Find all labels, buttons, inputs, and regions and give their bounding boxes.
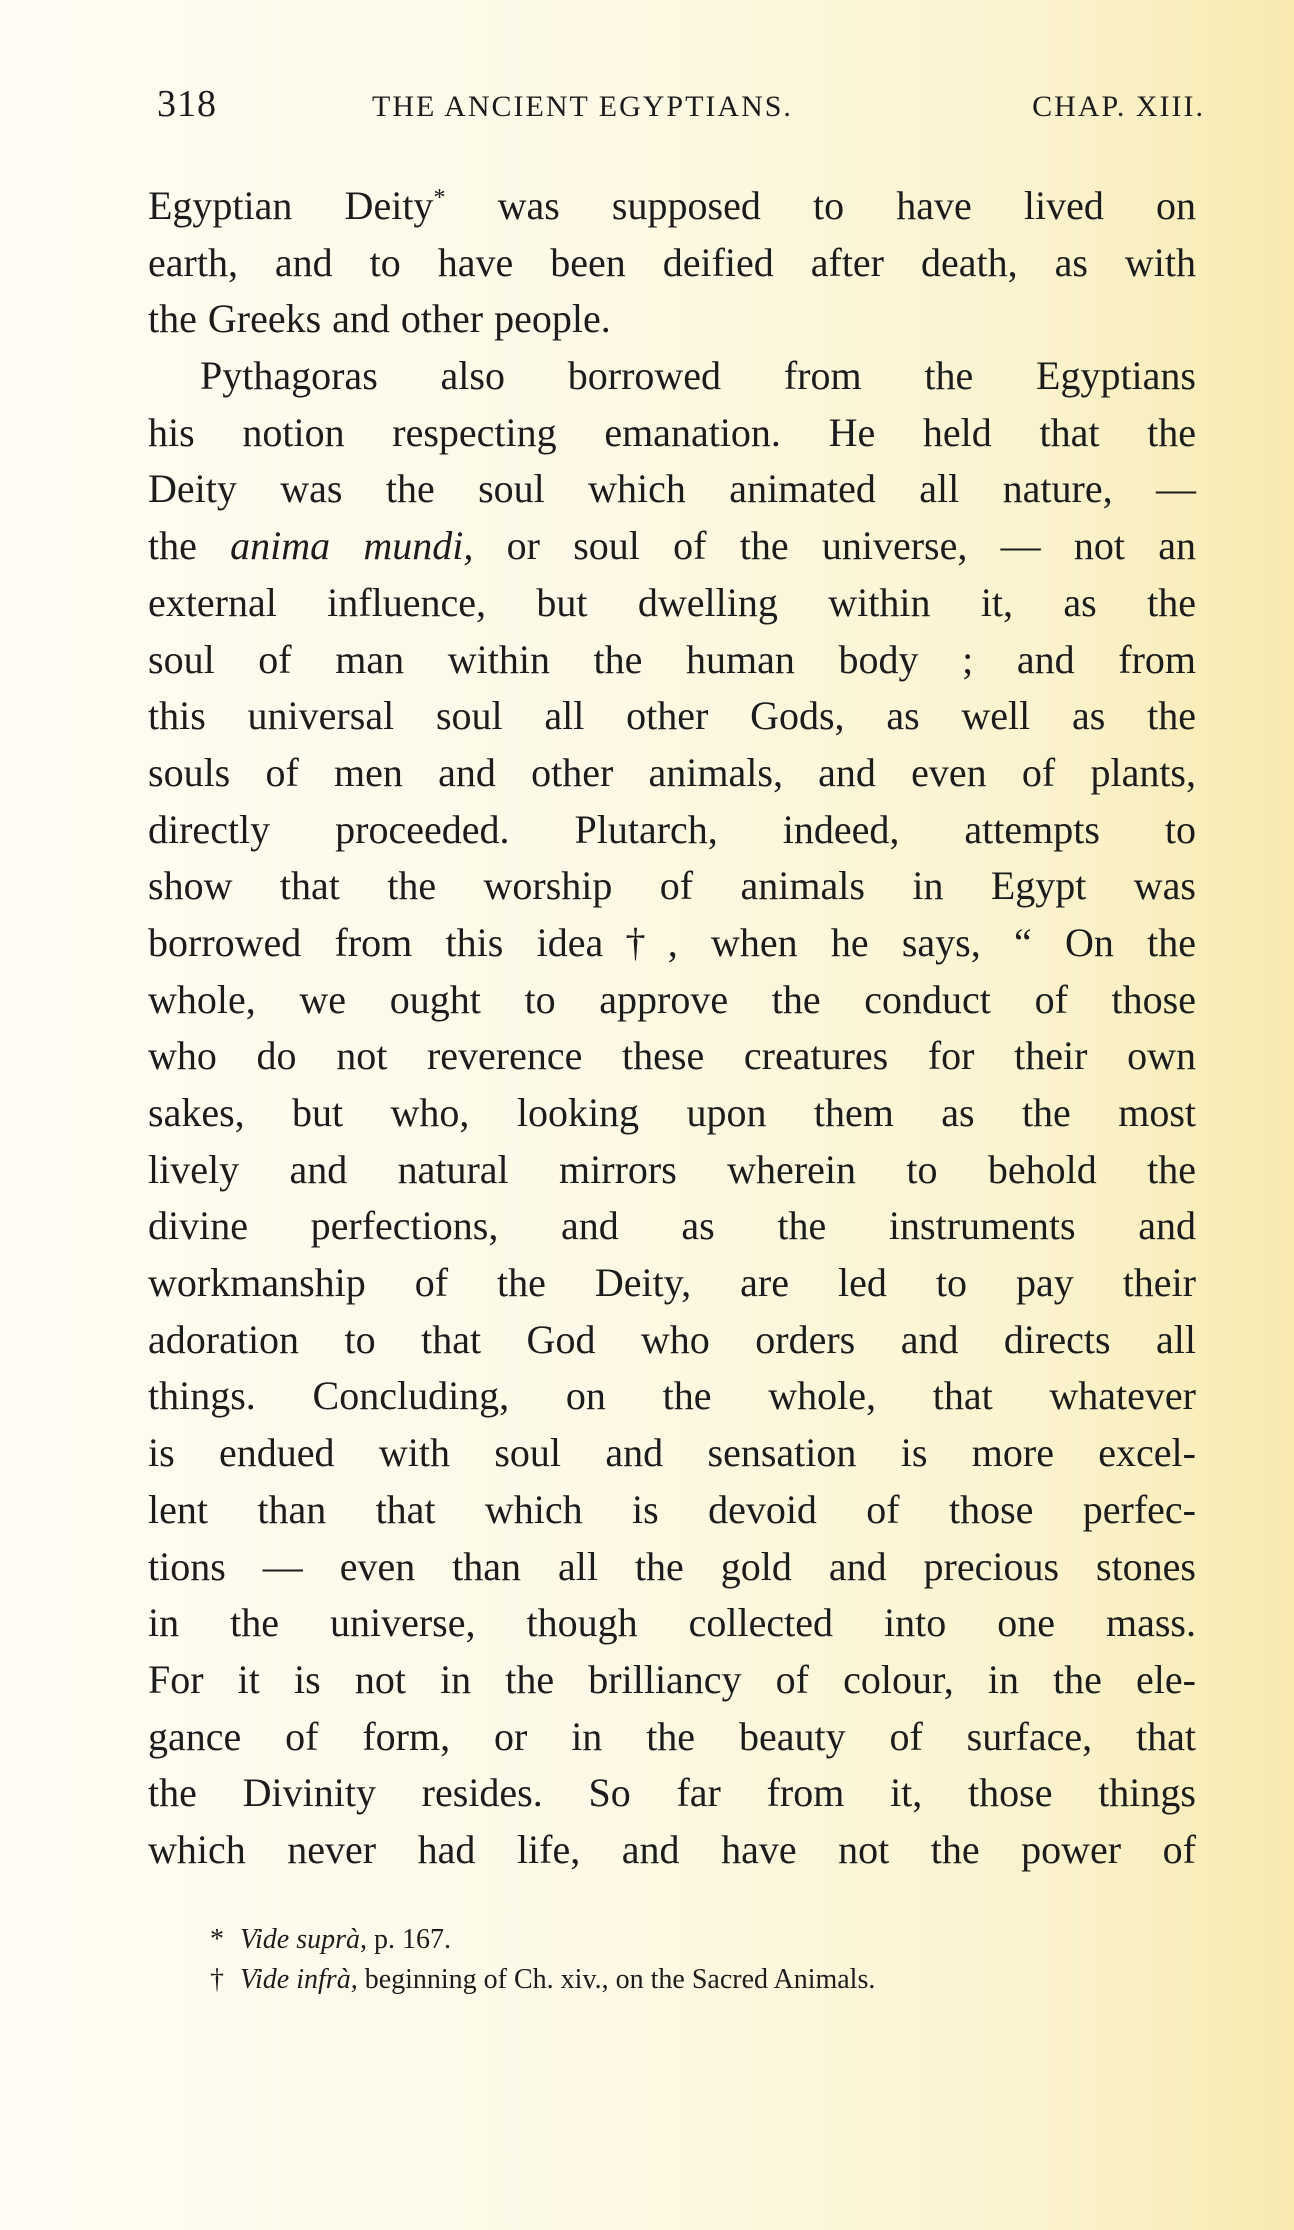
chapter-label: CHAP. XIII. xyxy=(1032,90,1205,123)
footnote-mark: * xyxy=(210,1924,224,1955)
text-line: external influence, but dwelling within it, as the xyxy=(148,579,1196,625)
text-line: the Greeks and other people. xyxy=(148,296,611,342)
text-line: For it is not in the brilliancy of colour, in the ele- xyxy=(148,1656,1196,1702)
running-title: THE ANCIENT EGYPTIANS. xyxy=(372,90,793,123)
footnote-text: p. 167. xyxy=(367,1924,452,1955)
text-line: things. Concluding, on the whole, that whatever xyxy=(148,1373,1196,1419)
text-line: souls of men and other animals, and even of plants, xyxy=(148,749,1196,795)
text-line: tions — even than all the gold and precious stones xyxy=(148,1543,1196,1589)
text-line: earth, and to have been deified after death, as with xyxy=(148,239,1196,285)
text-line: Pythagoras also borrowed from the Egyptians xyxy=(200,353,1196,399)
text-line: which never had life, and have not the power of xyxy=(148,1826,1196,1872)
footnote-mark-asterisk: * xyxy=(433,185,446,211)
text-line: sakes, but who, looking upon them as the most xyxy=(148,1090,1196,1135)
footnote-text: beginning of Ch. xiv., on the Sacred Animals. xyxy=(357,1964,876,1995)
text-line: lively and natural mirrors wherein to behold the xyxy=(148,1146,1196,1192)
text-line: this universal soul all other Gods, as well as the xyxy=(148,693,1196,739)
body-text xyxy=(148,178,1196,1879)
text-line: whole, we ought to approve the conduct of those xyxy=(148,976,1196,1022)
text-line: who do not reverence these creatures for their own xyxy=(148,1033,1196,1079)
footnote xyxy=(210,1960,1110,2000)
text-line: soul of man within the human body ; and from xyxy=(148,636,1196,682)
footnote-citation: Vide infrà, xyxy=(240,1964,358,1995)
text-line: the anima mundi, or soul of the universe, — not an xyxy=(148,523,1197,569)
italic-phrase: anima mundi, xyxy=(230,523,474,569)
text-line: divine perfections, and as the instruments and xyxy=(148,1203,1196,1249)
text-line: gance of form, or in the beauty of surface, that xyxy=(148,1713,1196,1759)
text-line: show that the worship of animals in Egypt was xyxy=(148,863,1196,909)
footnote xyxy=(210,1920,1110,1960)
text-line: his notion respecting emanation. He held that the xyxy=(148,409,1196,455)
footnote-mark: † xyxy=(210,1964,224,1995)
footnotes xyxy=(210,1920,1110,2000)
text-line: lent than that which is devoid of those perfec- xyxy=(148,1486,1196,1532)
text-line: Egyptian Deity* was supposed to have lived on xyxy=(148,183,1197,228)
text-line: workmanship of the Deity, are led to pay their xyxy=(148,1260,1196,1306)
text-line: is endued with soul and sensation is more excel- xyxy=(148,1430,1196,1476)
text-line: Deity was the soul which animated all nature, — xyxy=(148,466,1196,512)
footnote-mark-dagger: † xyxy=(603,919,668,965)
text-line: borrowed from this idea†, when he says, “ On the xyxy=(148,919,1196,965)
running-head xyxy=(157,82,1205,132)
text-line: the Divinity resides. So far from it, those things xyxy=(148,1770,1196,1816)
text-line: in the universe, though collected into one mass. xyxy=(148,1600,1196,1646)
text-line: directly proceeded. Plutarch, indeed, attempts to xyxy=(148,806,1196,852)
page-number: 318 xyxy=(157,83,217,125)
footnote-citation: Vide suprà, xyxy=(240,1924,368,1955)
text-line: adoration to that God who orders and directs all xyxy=(148,1316,1196,1362)
